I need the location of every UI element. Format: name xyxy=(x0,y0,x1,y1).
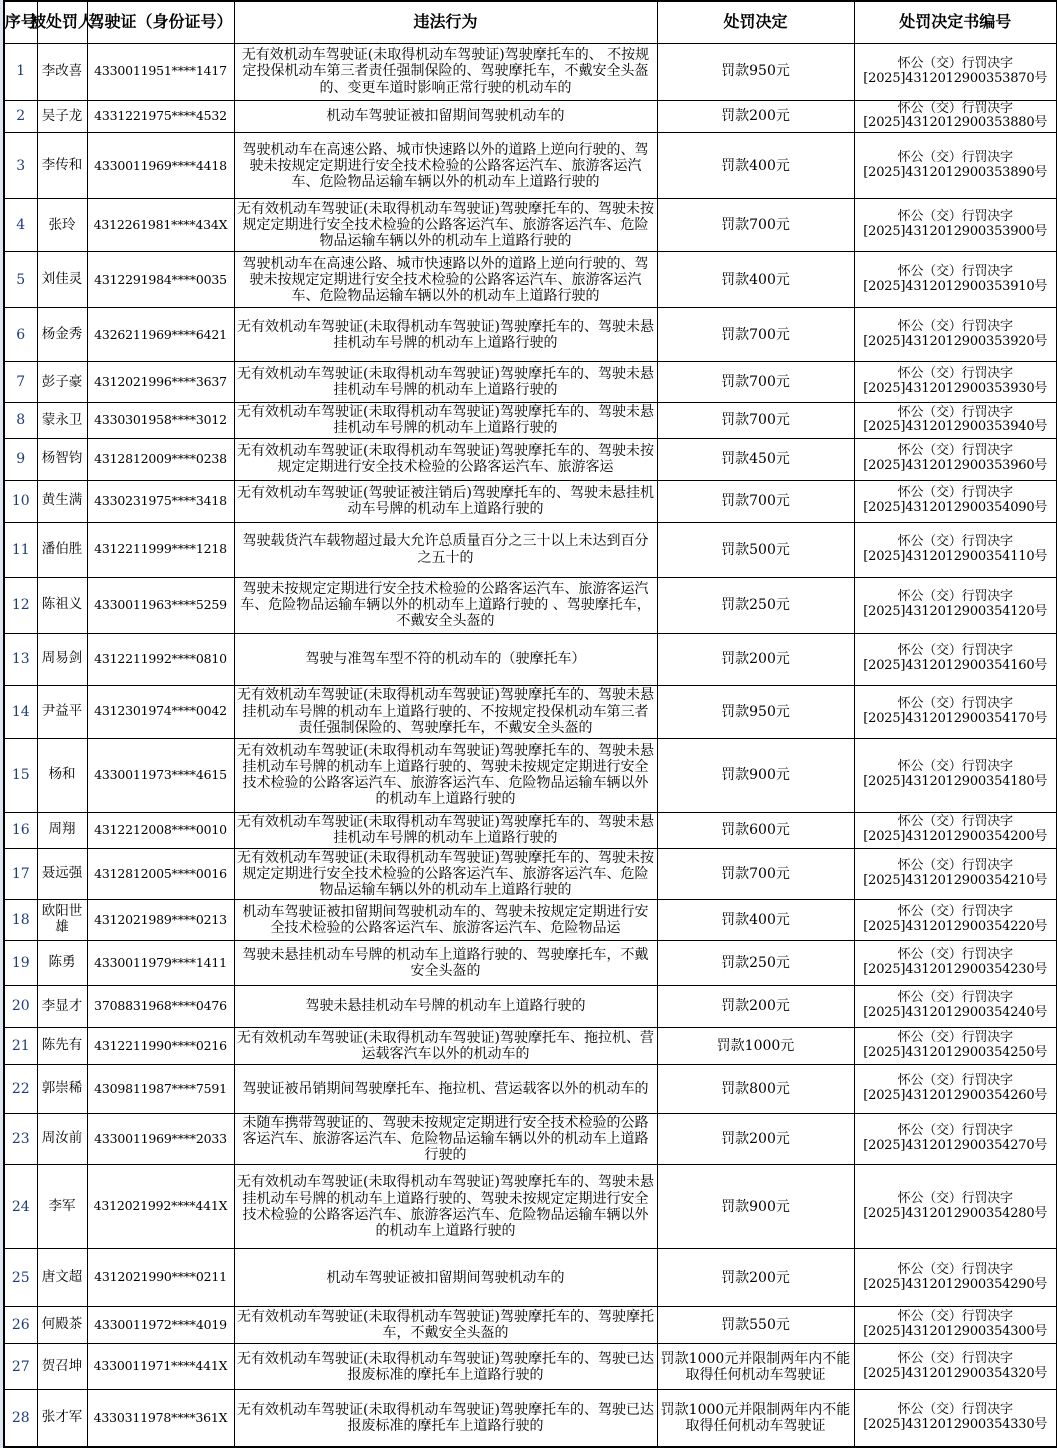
col-header-penalty: 处罚决定 xyxy=(657,1,854,43)
cell-id: 4330011969****2033 xyxy=(87,1113,234,1164)
cell-penalty: 罚款400元 xyxy=(657,899,854,940)
cell-doc-no: 怀公（交）行罚决字[2025]4312012900354320号 xyxy=(854,1344,1057,1390)
cell-index: 16 xyxy=(4,812,37,848)
cell-doc-no: 怀公（交）行罚决字[2025]4312012900354250号 xyxy=(854,1027,1057,1064)
col-header-name-label: 被处罚人 xyxy=(29,12,95,32)
table-row xyxy=(4,133,1057,199)
cell-doc-no: 怀公（交）行罚决字[2025]4312012900354300号 xyxy=(854,1307,1057,1344)
cell-doc-no: 怀公（交）行罚决字[2025]4312012900353910号 xyxy=(854,252,1057,308)
cell-name: 聂远强 xyxy=(37,848,87,899)
cell-id: 4330011963****5259 xyxy=(87,577,234,633)
cell-doc-no: 怀公（交）行罚决字[2025]4312012900354160号 xyxy=(854,633,1057,685)
cell-violation: 无有效机动车驾驶证(未取得机动车驾驶证)驾驶摩托车的、驾驶未悬挂机动车号牌的机动车上道路行驶的 xyxy=(234,308,657,362)
table-row xyxy=(4,848,1057,899)
cell-doc-no: 怀公（交）行罚决字[2025]4312012900353920号 xyxy=(854,308,1057,362)
table-row xyxy=(4,199,1057,252)
cell-name: 何殿茶 xyxy=(37,1307,87,1344)
cell-name: 彭子豪 xyxy=(37,362,87,403)
cell-id: 4312021989****0213 xyxy=(87,899,234,940)
cell-name: 杨和 xyxy=(37,738,87,812)
table-row xyxy=(4,362,1057,403)
cell-violation: 机动车驾驶证被扣留期间驾驶机动车的 xyxy=(234,1249,657,1307)
cell-violation: 驾驶与准驾车型不符的机动车的（驶摩托车） xyxy=(234,633,657,685)
cell-name: 陈先有 xyxy=(37,1027,87,1064)
cell-name: 尹益平 xyxy=(37,685,87,738)
cell-name: 张才军 xyxy=(37,1390,87,1447)
cell-doc-no: 怀公（交）行罚决字[2025]4312012900354200号 xyxy=(854,812,1057,848)
cell-name: 吴子龙 xyxy=(37,100,87,133)
cell-doc-no: 怀公（交）行罚决字[2025]4312012900354090号 xyxy=(854,480,1057,522)
table-row xyxy=(4,1113,1057,1164)
cell-index: 27 xyxy=(4,1344,37,1390)
col-header-id-label: 驾驶证（身份证号） xyxy=(88,12,233,32)
cell-name: 蒙永卫 xyxy=(37,403,87,438)
cell-index: 17 xyxy=(4,848,37,899)
cell-index: 10 xyxy=(4,480,37,522)
cell-violation: 驾驶未悬挂机动车号牌的机动车上道路行驶的、驾驶摩托车，不戴安全头盔的 xyxy=(234,940,657,985)
cell-doc-no: 怀公（交）行罚决字[2025]4312012900353880号 xyxy=(854,100,1057,133)
cell-violation: 无有效机动车驾驶证(未取得机动车驾驶证)驾驶摩托车的、驾驶未按规定定期进行安全技术检验的公路客运汽车、旅游客运汽车、危险物品运输车辆以外的机动车上道路行驶的 xyxy=(234,848,657,899)
table-row xyxy=(4,1390,1057,1447)
cell-penalty: 罚款200元 xyxy=(657,1113,854,1164)
cell-id: 4330231975****3418 xyxy=(87,480,234,522)
cell-id: 4312021990****0211 xyxy=(87,1249,234,1307)
cell-penalty: 罚款600元 xyxy=(657,812,854,848)
cell-index: 18 xyxy=(4,899,37,940)
cell-violation: 未随车携带驾驶证的、驾驶未按规定定期进行安全技术检验的公路客运汽车、旅游客运汽车、危险物品运输车辆以外的机动车上道路行驶的 xyxy=(234,1113,657,1164)
cell-penalty: 罚款250元 xyxy=(657,940,854,985)
cell-penalty: 罚款450元 xyxy=(657,438,854,480)
cell-index: 7 xyxy=(4,362,37,403)
cell-index: 15 xyxy=(4,738,37,812)
cell-doc-no: 怀公（交）行罚决字[2025]4312012900354290号 xyxy=(854,1249,1057,1307)
table-row xyxy=(4,1249,1057,1307)
cell-doc-no: 怀公（交）行罚决字[2025]4312012900353960号 xyxy=(854,438,1057,480)
cell-violation: 无有效机动车驾驶证(驾驶证被注销后)驾驶摩托车的、驾驶未悬挂机动车号牌的机动车上道路行驶的 xyxy=(234,480,657,522)
cell-id: 4330301958****3012 xyxy=(87,403,234,438)
cell-name: 周汝前 xyxy=(37,1113,87,1164)
cell-doc-no: 怀公（交）行罚决字[2025]4312012900354220号 xyxy=(854,899,1057,940)
cell-violation: 无有效机动车驾驶证(未取得机动车驾驶证)驾驶摩托车的、驾驶已达报废标准的摩托车上道路行驶的 xyxy=(234,1344,657,1390)
cell-violation: 机动车驾驶证被扣留期间驾驶机动车的、驾驶未按规定定期进行安全技术检验的公路客运汽车、旅游客运汽车、危险物品运 xyxy=(234,899,657,940)
penalty-table xyxy=(3,0,1057,1448)
cell-id: 4312301974****0042 xyxy=(87,685,234,738)
cell-penalty: 罚款800元 xyxy=(657,1064,854,1113)
cell-id: 4330311978****361X xyxy=(87,1390,234,1447)
cell-penalty: 罚款200元 xyxy=(657,100,854,133)
table-row xyxy=(4,100,1057,133)
cell-doc-no: 怀公（交）行罚决字[2025]4312012900354280号 xyxy=(854,1165,1057,1249)
cell-id: 4312812005****0016 xyxy=(87,848,234,899)
cell-penalty: 罚款550元 xyxy=(657,1307,854,1344)
cell-id: 4312021996****3637 xyxy=(87,362,234,403)
cell-id: 3708831968****0476 xyxy=(87,985,234,1027)
cell-name: 周翔 xyxy=(37,812,87,848)
cell-index: 8 xyxy=(4,403,37,438)
cell-index: 28 xyxy=(4,1390,37,1447)
cell-penalty: 罚款1000元并限制两年内不能取得任何机动车驾驶证 xyxy=(657,1390,854,1447)
table-header xyxy=(4,1,1057,43)
cell-violation: 无有效机动车驾驶证(未取得机动车驾驶证)驾驶摩托车的、驾驶未悬挂机动车号牌的机动车上道路行驶的、驾驶未按规定定期进行安全技术检验的公路客运汽车、旅游客运汽车、危险物品运输车辆以外的机动车上道路行驶的 xyxy=(234,1165,657,1249)
cell-violation: 驾驶未按规定定期进行安全技术检验的公路客运汽车、旅游客运汽车、危险物品运输车辆以外的机动车上道路行驶的 、驾驶摩托车，不戴安全头盔的 xyxy=(234,577,657,633)
cell-penalty: 罚款200元 xyxy=(657,633,854,685)
cell-violation: 无有效机动车驾驶证(未取得机动车驾驶证)驾驶摩托车的、驾驶未按规定定期进行安全技术检验的公路客运汽车、旅游客运 xyxy=(234,438,657,480)
cell-penalty: 罚款400元 xyxy=(657,133,854,199)
cell-doc-no: 怀公（交）行罚决字[2025]4312012900353940号 xyxy=(854,403,1057,438)
cell-index: 4 xyxy=(4,199,37,252)
cell-penalty: 罚款200元 xyxy=(657,985,854,1027)
table-row xyxy=(4,522,1057,577)
cell-id: 4330011969****4418 xyxy=(87,133,234,199)
table-row xyxy=(4,738,1057,812)
cell-index: 5 xyxy=(4,252,37,308)
cell-id: 4312021992****441X xyxy=(87,1165,234,1249)
table-row xyxy=(4,633,1057,685)
cell-index: 26 xyxy=(4,1307,37,1344)
table-row xyxy=(4,685,1057,738)
cell-name: 张玲 xyxy=(37,199,87,252)
col-header-violation: 违法行为 xyxy=(234,1,657,43)
cell-index: 2 xyxy=(4,100,37,133)
cell-index: 9 xyxy=(4,438,37,480)
table-row xyxy=(4,1307,1057,1344)
cell-id: 4312212008****0010 xyxy=(87,812,234,848)
cell-id: 4309811987****7591 xyxy=(87,1064,234,1113)
cell-name: 杨金秀 xyxy=(37,308,87,362)
cell-index: 6 xyxy=(4,308,37,362)
cell-penalty: 罚款1000元并限制两年内不能取得任何机动车驾驶证 xyxy=(657,1344,854,1390)
cell-id: 4330011973****4615 xyxy=(87,738,234,812)
cell-name: 李军 xyxy=(37,1165,87,1249)
table-row xyxy=(4,308,1057,362)
col-header-name xyxy=(29,1,95,43)
cell-index: 1 xyxy=(4,43,37,100)
cell-violation: 机动车驾驶证被扣留期间驾驶机动车的 xyxy=(234,100,657,133)
cell-violation: 无有效机动车驾驶证(未取得机动车驾驶证)驾驶摩托车的、 不按规定投保机动车第三者责任强制保险的、驾驶摩托车，不戴安全头盔的、变更车道时影响正常行驶的机动车的 xyxy=(234,43,657,100)
cell-penalty: 罚款700元 xyxy=(657,403,854,438)
cell-name: 黄生满 xyxy=(37,480,87,522)
cell-penalty: 罚款700元 xyxy=(657,848,854,899)
header-row xyxy=(4,1,1057,43)
cell-doc-no: 怀公（交）行罚决字[2025]4312012900353870号 xyxy=(854,43,1057,100)
cell-id: 4312812009****0238 xyxy=(87,438,234,480)
cell-doc-no: 怀公（交）行罚决字[2025]4312012900353900号 xyxy=(854,199,1057,252)
cell-index: 23 xyxy=(4,1113,37,1164)
cell-penalty: 罚款700元 xyxy=(657,199,854,252)
cell-doc-no: 怀公（交）行罚决字[2025]4312012900354210号 xyxy=(854,848,1057,899)
cell-penalty: 罚款900元 xyxy=(657,1165,854,1249)
table-row xyxy=(4,1344,1057,1390)
cell-index: 14 xyxy=(4,685,37,738)
cell-id: 4330011979****1411 xyxy=(87,940,234,985)
cell-penalty: 罚款950元 xyxy=(657,685,854,738)
cell-violation: 无有效机动车驾驶证(未取得机动车驾驶证)驾驶摩托车的、驾驶未悬挂机动车号牌的机动车上道路行驶的、不按规定投保机动车第三者责任强制保险的、驾驶摩托车，不戴安全头盔的 xyxy=(234,685,657,738)
cell-id: 4330011972****4019 xyxy=(87,1307,234,1344)
cell-penalty: 罚款700元 xyxy=(657,480,854,522)
table-row xyxy=(4,1165,1057,1249)
table-row xyxy=(4,812,1057,848)
cell-violation: 无有效机动车驾驶证(未取得机动车驾驶证)驾驶摩托车、拖拉机、营运载客汽车以外的机动车的 xyxy=(234,1027,657,1064)
cell-id: 4330011971****441X xyxy=(87,1344,234,1390)
cell-index: 24 xyxy=(4,1165,37,1249)
table-row xyxy=(4,940,1057,985)
table-row xyxy=(4,43,1057,100)
cell-name: 刘佳灵 xyxy=(37,252,87,308)
cell-doc-no: 怀公（交）行罚决字[2025]4312012900354240号 xyxy=(854,985,1057,1027)
cell-name: 李改喜 xyxy=(37,43,87,100)
table-row xyxy=(4,438,1057,480)
cell-violation: 无有效机动车驾驶证(未取得机动车驾驶证)驾驶摩托车的、驾驶未悬挂机动车号牌的机动车上道路行驶的 xyxy=(234,812,657,848)
cell-index: 11 xyxy=(4,522,37,577)
cell-violation: 驾驶未悬挂机动车号牌的机动车上道路行驶的 xyxy=(234,985,657,1027)
cell-penalty: 罚款700元 xyxy=(657,308,854,362)
cell-id: 4312261981****434X xyxy=(87,199,234,252)
cell-index: 22 xyxy=(4,1064,37,1113)
cell-index: 19 xyxy=(4,940,37,985)
cell-penalty: 罚款250元 xyxy=(657,577,854,633)
cell-violation: 驾驶证被吊销期间驾驶摩托车、拖拉机、营运载客以外的机动车的 xyxy=(234,1064,657,1113)
table-row xyxy=(4,985,1057,1027)
cell-penalty: 罚款900元 xyxy=(657,738,854,812)
cell-name: 潘伯胜 xyxy=(37,522,87,577)
cell-penalty: 罚款500元 xyxy=(657,522,854,577)
table-row xyxy=(4,899,1057,940)
cell-violation: 无有效机动车驾驶证(未取得机动车驾驶证)驾驶摩托车的、驾驶已达报废标准的摩托车上道路行驶的 xyxy=(234,1390,657,1447)
cell-penalty: 罚款200元 xyxy=(657,1249,854,1307)
table-row xyxy=(4,480,1057,522)
cell-index: 25 xyxy=(4,1249,37,1307)
cell-index: 21 xyxy=(4,1027,37,1064)
cell-id: 4312211992****0810 xyxy=(87,633,234,685)
cell-name: 李传和 xyxy=(37,133,87,199)
table-row xyxy=(4,252,1057,308)
cell-violation: 无有效机动车驾驶证(未取得机动车驾驶证)驾驶摩托车的、驾驶未悬挂机动车号牌的机动车上道路行驶的、驾驶未按规定定期进行安全技术检验的公路客运汽车、旅游客运汽车、危险物品运输车辆以外的机动车上道路行驶的 xyxy=(234,738,657,812)
cell-id: 4326211969****6421 xyxy=(87,308,234,362)
col-header-id xyxy=(87,1,234,43)
cell-id: 4312211999****1218 xyxy=(87,522,234,577)
cell-penalty: 罚款1000元 xyxy=(657,1027,854,1064)
penalty-table-body xyxy=(4,43,1057,1447)
cell-violation: 驾驶机动车在高速公路、城市快速路以外的道路上逆向行驶的、驾驶未按规定定期进行安全技术检验的公路客运汽车、旅游客运汽车、危险物品运输车辆以外的机动车上道路行驶的 xyxy=(234,133,657,199)
cell-doc-no: 怀公（交）行罚决字[2025]4312012900354230号 xyxy=(854,940,1057,985)
cell-doc-no: 怀公（交）行罚决字[2025]4312012900354330号 xyxy=(854,1390,1057,1447)
cell-id: 4330011951****1417 xyxy=(87,43,234,100)
cell-index: 12 xyxy=(4,577,37,633)
cell-violation: 无有效机动车驾驶证(未取得机动车驾驶证)驾驶摩托车的、驾驶摩托车，不戴安全头盔的 xyxy=(234,1307,657,1344)
cell-index: 3 xyxy=(4,133,37,199)
table-row xyxy=(4,1064,1057,1113)
cell-doc-no: 怀公（交）行罚决字[2025]4312012900353890号 xyxy=(854,133,1057,199)
col-header-doc-no: 处罚决定书编号 xyxy=(854,1,1057,43)
cell-penalty: 罚款950元 xyxy=(657,43,854,100)
cell-violation: 无有效机动车驾驶证(未取得机动车驾驶证)驾驶摩托车的、驾驶未悬挂机动车号牌的机动车上道路行驶的 xyxy=(234,362,657,403)
cell-name: 贺召坤 xyxy=(37,1344,87,1390)
cell-name: 李显才 xyxy=(37,985,87,1027)
cell-name: 周易剑 xyxy=(37,633,87,685)
cell-doc-no: 怀公（交）行罚决字[2025]4312012900354270号 xyxy=(854,1113,1057,1164)
cell-doc-no: 怀公（交）行罚决字[2025]4312012900354180号 xyxy=(854,738,1057,812)
cell-name: 欧阳世雄 xyxy=(37,899,87,940)
cell-name: 杨智钧 xyxy=(37,438,87,480)
cell-violation: 驾驶机动车在高速公路、城市快速路以外的道路上逆向行驶的、驾驶未按规定定期进行安全技术检验的公路客运汽车、旅游客运汽车、危险物品运输车辆以外的机动车上道路行驶的 xyxy=(234,252,657,308)
col-header-index-label: 序号 xyxy=(4,12,37,32)
cell-name: 陈勇 xyxy=(37,940,87,985)
table-row xyxy=(4,577,1057,633)
cell-penalty: 罚款700元 xyxy=(657,362,854,403)
cell-doc-no: 怀公（交）行罚决字[2025]4312012900354110号 xyxy=(854,522,1057,577)
table-row xyxy=(4,1027,1057,1064)
cell-penalty: 罚款400元 xyxy=(657,252,854,308)
cell-doc-no: 怀公（交）行罚决字[2025]4312012900354120号 xyxy=(854,577,1057,633)
cell-doc-no: 怀公（交）行罚决字[2025]4312012900353930号 xyxy=(854,362,1057,403)
cell-id: 4331221975****4532 xyxy=(87,100,234,133)
cell-violation: 驾驶载货汽车载物超过最大允许总质量百分之三十以上未达到百分之五十的 xyxy=(234,522,657,577)
cell-index: 13 xyxy=(4,633,37,685)
cell-name: 唐文超 xyxy=(37,1249,87,1307)
cell-violation: 无有效机动车驾驶证(未取得机动车驾驶证)驾驶摩托车的、驾驶未按规定定期进行安全技术检验的公路客运汽车、旅游客运汽车、危险物品运输车辆以外的机动车上道路行驶的 xyxy=(234,199,657,252)
cell-violation: 无有效机动车驾驶证(未取得机动车驾驶证)驾驶摩托车的、驾驶未悬挂机动车号牌的机动车上道路行驶的 xyxy=(234,403,657,438)
cell-id: 4312211990****0216 xyxy=(87,1027,234,1064)
cell-name: 陈祖义 xyxy=(37,577,87,633)
table-row xyxy=(4,403,1057,438)
cell-doc-no: 怀公（交）行罚决字[2025]4312012900354260号 xyxy=(854,1064,1057,1113)
cell-doc-no: 怀公（交）行罚决字[2025]4312012900354170号 xyxy=(854,685,1057,738)
cell-name: 郭崇稀 xyxy=(37,1064,87,1113)
cell-id: 4312291984****0035 xyxy=(87,252,234,308)
cell-index: 20 xyxy=(4,985,37,1027)
